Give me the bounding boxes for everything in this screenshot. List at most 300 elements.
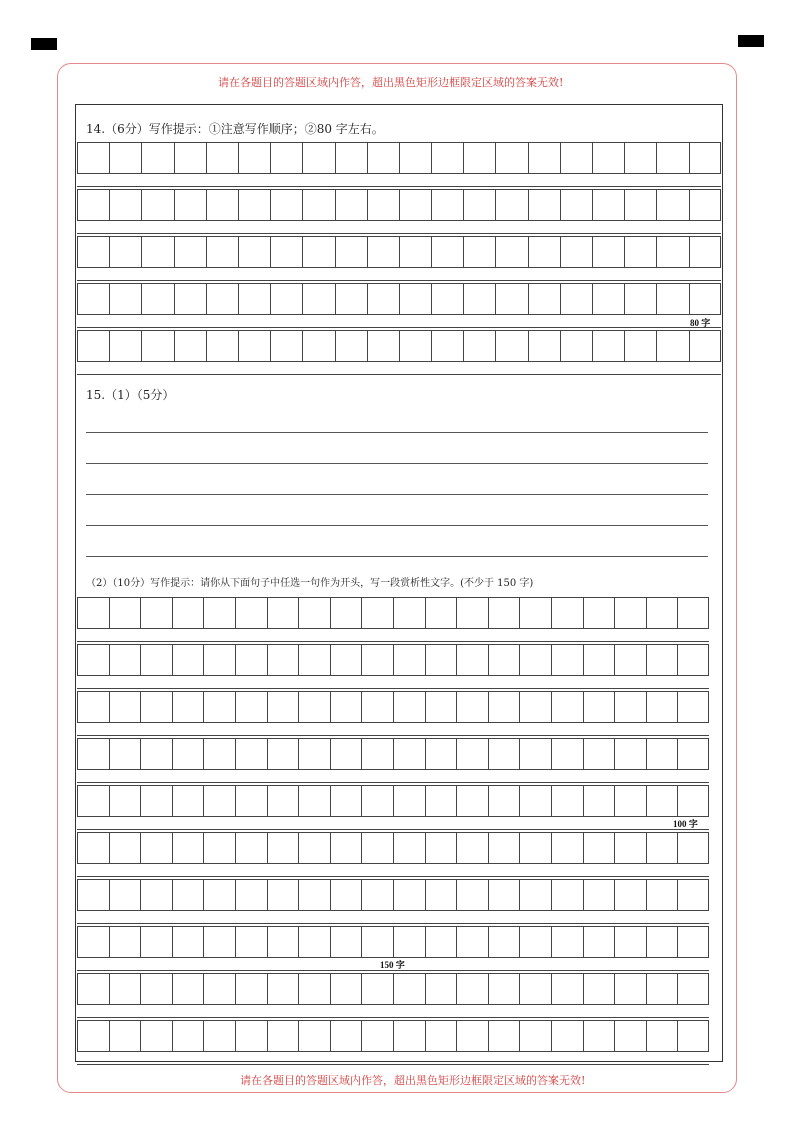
grid-cell[interactable] [172,597,204,629]
grid-cell[interactable] [330,785,362,817]
grid-cell[interactable] [495,283,527,315]
grid-cell[interactable] [456,973,488,1005]
grid-cell[interactable] [270,236,302,268]
grid-cell[interactable] [203,973,235,1005]
grid-cell[interactable] [172,644,204,676]
answer-line[interactable] [86,432,708,433]
grid-cell[interactable] [399,330,431,362]
answer-line[interactable] [86,525,708,526]
grid-cell[interactable] [270,189,302,221]
grid-cell[interactable] [203,879,235,911]
grid-cell[interactable] [656,283,688,315]
grid-cell[interactable] [140,1020,172,1052]
grid-cell[interactable] [528,142,560,174]
grid-cell[interactable] [393,832,425,864]
grid-cell[interactable] [583,832,615,864]
grid-cell[interactable] [689,236,721,268]
grid-cell[interactable] [646,738,678,770]
grid-cell[interactable] [519,926,551,958]
grid-cell[interactable] [77,189,109,221]
grid-cell[interactable] [393,785,425,817]
grid-cell[interactable] [425,926,457,958]
grid-cell[interactable] [238,330,270,362]
grid-cell[interactable] [519,832,551,864]
grid-cell[interactable] [583,973,615,1005]
grid-cell[interactable] [77,283,109,315]
grid-cell[interactable] [656,142,688,174]
grid-cell[interactable] [298,879,330,911]
grid-cell[interactable] [109,973,141,1005]
grid-cell[interactable] [367,236,399,268]
grid-cell[interactable] [109,1020,141,1052]
grid-cell[interactable] [267,644,299,676]
grid-cell[interactable] [235,926,267,958]
grid-cell[interactable] [172,832,204,864]
grid-cell[interactable] [267,879,299,911]
grid-cell[interactable] [560,330,592,362]
grid-cell[interactable] [656,330,688,362]
grid-cell[interactable] [235,644,267,676]
grid-cell[interactable] [172,691,204,723]
grid-cell[interactable] [583,926,615,958]
grid-cell[interactable] [488,926,520,958]
grid-cell[interactable] [330,597,362,629]
grid-cell[interactable] [519,1020,551,1052]
grid-cell[interactable] [393,1020,425,1052]
grid-cell[interactable] [456,926,488,958]
grid-cell[interactable] [456,738,488,770]
grid-cell[interactable] [140,832,172,864]
grid-cell[interactable] [624,236,656,268]
grid-cell[interactable] [77,1020,109,1052]
grid-cell[interactable] [335,283,367,315]
grid-cell[interactable] [235,785,267,817]
grid-cell[interactable] [367,142,399,174]
grid-cell[interactable] [330,1020,362,1052]
grid-cell[interactable] [689,330,721,362]
answer-line[interactable] [86,494,708,495]
grid-cell[interactable] [519,973,551,1005]
grid-cell[interactable] [425,785,457,817]
grid-cell[interactable] [646,644,678,676]
grid-cell[interactable] [361,597,393,629]
grid-cell[interactable] [560,236,592,268]
grid-cell[interactable] [330,879,362,911]
grid-cell[interactable] [456,644,488,676]
grid-cell[interactable] [367,189,399,221]
grid-cell[interactable] [77,926,109,958]
grid-cell[interactable] [583,785,615,817]
grid-cell[interactable] [335,189,367,221]
grid-cell[interactable] [488,973,520,1005]
grid-cell[interactable] [646,1020,678,1052]
grid-cell[interactable] [495,142,527,174]
grid-cell[interactable] [551,691,583,723]
grid-cell[interactable] [583,879,615,911]
grid-cell[interactable] [551,879,583,911]
grid-cell[interactable] [592,283,624,315]
grid-cell[interactable] [614,973,646,1005]
grid-cell[interactable] [560,283,592,315]
answer-line[interactable] [86,556,708,557]
grid-cell[interactable] [488,597,520,629]
grid-cell[interactable] [361,691,393,723]
grid-cell[interactable] [624,283,656,315]
grid-cell[interactable] [519,597,551,629]
grid-cell[interactable] [614,644,646,676]
grid-cell[interactable] [267,1020,299,1052]
answer-line[interactable] [86,463,708,464]
grid-cell[interactable] [488,738,520,770]
grid-cell[interactable] [393,879,425,911]
grid-cell[interactable] [431,142,463,174]
grid-cell[interactable] [551,973,583,1005]
grid-cell[interactable] [238,142,270,174]
grid-cell[interactable] [528,330,560,362]
grid-cell[interactable] [393,738,425,770]
grid-cell[interactable] [298,973,330,1005]
grid-cell[interactable] [425,738,457,770]
grid-cell[interactable] [646,691,678,723]
grid-cell[interactable] [235,879,267,911]
grid-cell[interactable] [77,973,109,1005]
grid-cell[interactable] [203,597,235,629]
grid-cell[interactable] [488,691,520,723]
grid-cell[interactable] [614,785,646,817]
grid-cell[interactable] [560,189,592,221]
grid-cell[interactable] [677,1020,709,1052]
grid-cell[interactable] [172,973,204,1005]
grid-cell[interactable] [677,832,709,864]
grid-cell[interactable] [646,973,678,1005]
grid-cell[interactable] [677,691,709,723]
grid-cell[interactable] [203,644,235,676]
grid-cell[interactable] [624,330,656,362]
grid-cell[interactable] [425,879,457,911]
grid-cell[interactable] [519,644,551,676]
grid-cell[interactable] [488,785,520,817]
grid-cell[interactable] [298,597,330,629]
grid-cell[interactable] [592,236,624,268]
grid-cell[interactable] [302,142,334,174]
grid-cell[interactable] [140,644,172,676]
grid-cell[interactable] [425,691,457,723]
grid-cell[interactable] [109,785,141,817]
grid-cell[interactable] [361,926,393,958]
grid-cell[interactable] [495,330,527,362]
grid-cell[interactable] [203,1020,235,1052]
grid-cell[interactable] [456,785,488,817]
grid-cell[interactable] [267,785,299,817]
grid-cell[interactable] [203,691,235,723]
grid-cell[interactable] [298,926,330,958]
grid-cell[interactable] [614,738,646,770]
grid-cell[interactable] [361,879,393,911]
grid-cell[interactable] [141,189,173,221]
grid-cell[interactable] [298,1020,330,1052]
grid-cell[interactable] [431,330,463,362]
grid-cell[interactable] [367,283,399,315]
grid-cell[interactable] [560,142,592,174]
grid-cell[interactable] [393,926,425,958]
grid-cell[interactable] [431,283,463,315]
grid-cell[interactable] [456,691,488,723]
grid-cell[interactable] [174,283,206,315]
grid-cell[interactable] [235,738,267,770]
grid-cell[interactable] [425,644,457,676]
grid-cell[interactable] [646,879,678,911]
grid-cell[interactable] [206,283,238,315]
grid-cell[interactable] [528,236,560,268]
grid-cell[interactable] [488,879,520,911]
grid-cell[interactable] [270,283,302,315]
grid-cell[interactable] [646,785,678,817]
grid-cell[interactable] [109,283,141,315]
grid-cell[interactable] [235,973,267,1005]
grid-cell[interactable] [172,738,204,770]
grid-cell[interactable] [614,832,646,864]
grid-cell[interactable] [551,644,583,676]
grid-cell[interactable] [367,330,399,362]
grid-cell[interactable] [141,283,173,315]
grid-cell[interactable] [77,879,109,911]
grid-cell[interactable] [174,189,206,221]
grid-cell[interactable] [141,236,173,268]
grid-cell[interactable] [302,330,334,362]
grid-cell[interactable] [519,738,551,770]
grid-cell[interactable] [77,785,109,817]
grid-cell[interactable] [393,597,425,629]
grid-cell[interactable] [592,330,624,362]
grid-cell[interactable] [677,973,709,1005]
grid-cell[interactable] [302,236,334,268]
grid-cell[interactable] [677,597,709,629]
grid-cell[interactable] [140,879,172,911]
grid-cell[interactable] [689,142,721,174]
grid-cell[interactable] [399,236,431,268]
grid-cell[interactable] [456,597,488,629]
grid-cell[interactable] [77,644,109,676]
grid-cell[interactable] [361,832,393,864]
grid-cell[interactable] [425,1020,457,1052]
grid-cell[interactable] [109,142,141,174]
grid-cell[interactable] [463,283,495,315]
grid-cell[interactable] [583,597,615,629]
grid-cell[interactable] [330,644,362,676]
grid-cell[interactable] [203,785,235,817]
grid-cell[interactable] [140,597,172,629]
grid-cell[interactable] [172,879,204,911]
grid-cell[interactable] [583,1020,615,1052]
grid-cell[interactable] [77,142,109,174]
grid-cell[interactable] [77,330,109,362]
grid-cell[interactable] [109,236,141,268]
grid-cell[interactable] [109,691,141,723]
grid-cell[interactable] [267,597,299,629]
grid-cell[interactable] [551,785,583,817]
grid-cell[interactable] [551,597,583,629]
grid-cell[interactable] [646,926,678,958]
grid-cell[interactable] [361,1020,393,1052]
grid-cell[interactable] [488,1020,520,1052]
grid-cell[interactable] [614,691,646,723]
grid-cell[interactable] [270,142,302,174]
grid-cell[interactable] [583,644,615,676]
grid-cell[interactable] [330,832,362,864]
grid-cell[interactable] [399,283,431,315]
grid-cell[interactable] [267,973,299,1005]
grid-cell[interactable] [238,283,270,315]
grid-cell[interactable] [238,189,270,221]
grid-cell[interactable] [592,189,624,221]
grid-cell[interactable] [656,189,688,221]
grid-cell[interactable] [361,738,393,770]
grid-cell[interactable] [235,1020,267,1052]
grid-cell[interactable] [592,142,624,174]
grid-cell[interactable] [519,785,551,817]
grid-cell[interactable] [140,785,172,817]
grid-cell[interactable] [677,738,709,770]
grid-cell[interactable] [528,189,560,221]
grid-cell[interactable] [463,330,495,362]
grid-cell[interactable] [267,926,299,958]
grid-cell[interactable] [235,691,267,723]
grid-cell[interactable] [302,189,334,221]
grid-cell[interactable] [267,691,299,723]
grid-cell[interactable] [172,1020,204,1052]
grid-cell[interactable] [463,142,495,174]
grid-cell[interactable] [583,691,615,723]
grid-cell[interactable] [456,1020,488,1052]
grid-cell[interactable] [174,330,206,362]
grid-cell[interactable] [399,189,431,221]
grid-cell[interactable] [109,597,141,629]
grid-cell[interactable] [431,189,463,221]
grid-cell[interactable] [77,597,109,629]
grid-cell[interactable] [77,236,109,268]
grid-cell[interactable] [298,738,330,770]
grid-cell[interactable] [298,832,330,864]
grid-cell[interactable] [140,926,172,958]
grid-cell[interactable] [109,738,141,770]
grid-cell[interactable] [393,691,425,723]
grid-cell[interactable] [646,597,678,629]
grid-cell[interactable] [238,236,270,268]
grid-cell[interactable] [456,879,488,911]
grid-cell[interactable] [298,644,330,676]
grid-cell[interactable] [689,189,721,221]
grid-cell[interactable] [206,189,238,221]
grid-cell[interactable] [519,879,551,911]
grid-cell[interactable] [77,738,109,770]
grid-cell[interactable] [393,644,425,676]
grid-cell[interactable] [646,832,678,864]
grid-cell[interactable] [141,142,173,174]
grid-cell[interactable] [335,330,367,362]
grid-cell[interactable] [551,926,583,958]
grid-cell[interactable] [425,973,457,1005]
grid-cell[interactable] [174,142,206,174]
grid-cell[interactable] [330,738,362,770]
grid-cell[interactable] [172,785,204,817]
grid-cell[interactable] [551,1020,583,1052]
grid-cell[interactable] [614,879,646,911]
grid-cell[interactable] [270,330,302,362]
grid-cell[interactable] [677,879,709,911]
grid-cell[interactable] [235,832,267,864]
grid-cell[interactable] [140,973,172,1005]
grid-cell[interactable] [677,785,709,817]
grid-cell[interactable] [624,189,656,221]
grid-cell[interactable] [361,785,393,817]
grid-cell[interactable] [109,644,141,676]
grid-cell[interactable] [495,189,527,221]
grid-cell[interactable] [614,597,646,629]
grid-cell[interactable] [677,644,709,676]
grid-cell[interactable] [141,330,173,362]
grid-cell[interactable] [425,597,457,629]
grid-cell[interactable] [302,283,334,315]
grid-cell[interactable] [203,832,235,864]
grid-cell[interactable] [267,738,299,770]
grid-cell[interactable] [335,236,367,268]
grid-cell[interactable] [109,832,141,864]
grid-cell[interactable] [677,926,709,958]
grid-cell[interactable] [488,644,520,676]
grid-cell[interactable] [689,283,721,315]
grid-cell[interactable] [77,832,109,864]
grid-cell[interactable] [330,926,362,958]
grid-cell[interactable] [656,236,688,268]
grid-cell[interactable] [267,832,299,864]
grid-cell[interactable] [583,738,615,770]
grid-cell[interactable] [298,691,330,723]
grid-cell[interactable] [361,973,393,1005]
grid-cell[interactable] [109,189,141,221]
grid-cell[interactable] [140,738,172,770]
grid-cell[interactable] [551,832,583,864]
grid-cell[interactable] [172,926,204,958]
grid-cell[interactable] [624,142,656,174]
grid-cell[interactable] [206,236,238,268]
grid-cell[interactable] [361,644,393,676]
grid-cell[interactable] [109,330,141,362]
grid-cell[interactable] [463,236,495,268]
grid-cell[interactable] [614,926,646,958]
grid-cell[interactable] [551,738,583,770]
grid-cell[interactable] [235,597,267,629]
grid-cell[interactable] [456,832,488,864]
grid-cell[interactable] [335,142,367,174]
grid-cell[interactable] [431,236,463,268]
grid-cell[interactable] [330,973,362,1005]
grid-cell[interactable] [399,142,431,174]
grid-cell[interactable] [203,738,235,770]
grid-cell[interactable] [298,785,330,817]
grid-cell[interactable] [425,832,457,864]
grid-cell[interactable] [109,879,141,911]
grid-cell[interactable] [488,832,520,864]
grid-cell[interactable] [140,691,172,723]
grid-cell[interactable] [206,330,238,362]
grid-cell[interactable] [463,189,495,221]
grid-cell[interactable] [203,926,235,958]
grid-cell[interactable] [174,236,206,268]
grid-cell[interactable] [528,283,560,315]
grid-cell[interactable] [495,236,527,268]
grid-cell[interactable] [77,691,109,723]
grid-cell[interactable] [519,691,551,723]
